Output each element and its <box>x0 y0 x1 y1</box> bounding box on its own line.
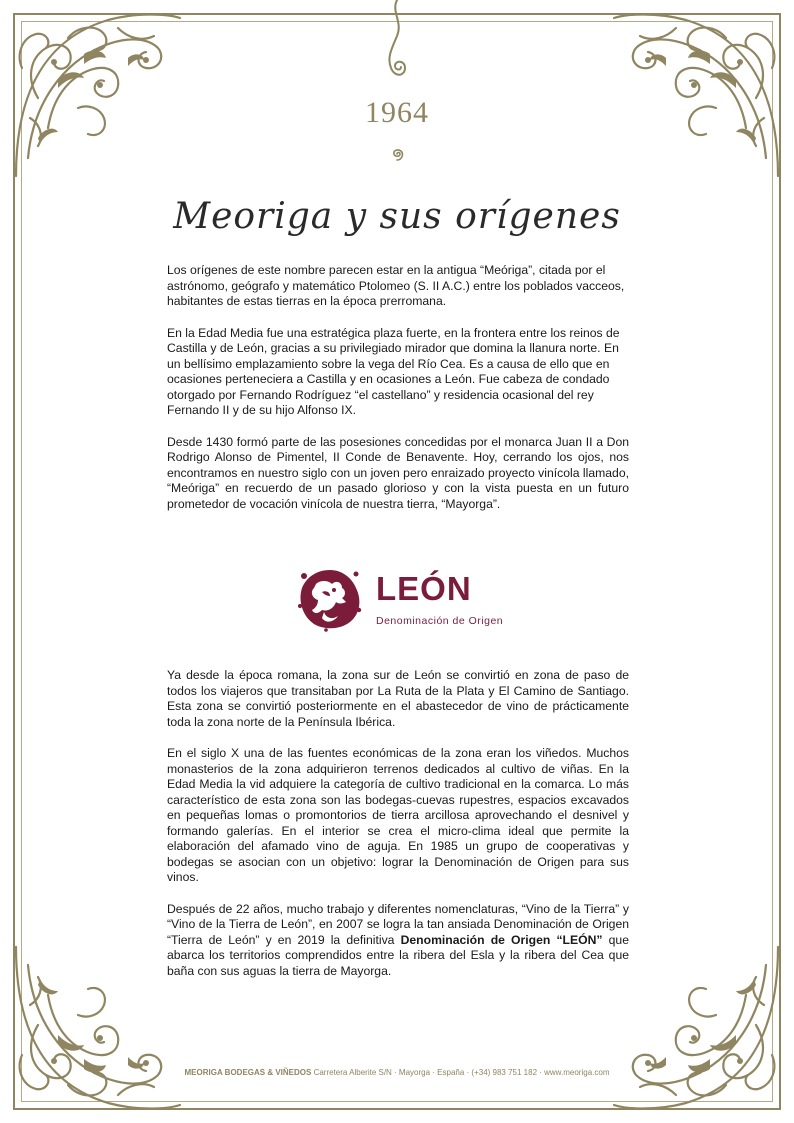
paragraph-origins: Los orígenes de este nombre parecen estar en la antigua “Meóriga”, citada por el astrónomo, geógrafo y matemático Ptolomeo (S. II A.C.) entre los poblados vacceos, habitantes de estas tierras en la época prerromana. <box>167 263 625 308</box>
paragraph-text-after-bold: que abarca los territorios comprendidos entre la ribera del Esla y la ribera del Cea que baña con sus aguas la tierra de Mayorga. <box>167 932 629 978</box>
footer-company-name: MEORIGA BODEGAS & VIÑEDOS <box>184 1068 312 1077</box>
leon-do-logo <box>296 566 506 636</box>
paragraph-after-22-years <box>167 902 629 980</box>
paragraph-roman-era: Ya desde la época romana, la zona sur de León se convirtió en zona de paso de todos los viajeros que transitaban por La Ruta de la Plata y El Camino de Santiago. Esta zona se convirtió posteriormente en el abastecedor de vino de prácticamente toda la zona norte de la Península Ibérica. <box>167 668 629 729</box>
logo-subtitle: Denominación de Origen <box>376 615 504 627</box>
footer-contact-line <box>0 1068 794 1077</box>
denomination-bold-text: Denominación de Origen “LEÓN” <box>400 932 603 947</box>
paragraph-text-before-bold: Después de 22 años, mucho trabajo y diferentes nomenclaturas, “Vino de la Tierra” y “Vino de la Tierra de León”, en 2007 se logra la tan ansiada Denominación de Origen “Tierra de León” y en 2019 la definitiva <box>167 901 629 947</box>
spiral-icon <box>389 146 405 162</box>
footer-address: Carretera Alberite S/N · Mayorga · España · (+34) 983 751 182 · www.meoriga.com <box>311 1068 610 1077</box>
top-swirl-ornament <box>381 0 413 92</box>
corner-ornament-bottom-left <box>8 939 184 1115</box>
paragraph-tenth-century: En el siglo X una de las fuentes económicas de la zona eran los viñedos. Muchos monasterios de la zona adquirieron terrenos dedicados al cultivo de viñas. En la Edad Media la vid adquiere la categoría de cultivo tradicional en la comarca. Lo más característico de esta zona son las bodegas-cuevas rupestres, espacios excavados en pequeñas lomas o promontorios de tierra arcillosa aprovechando el desnivel y formando galerías. En el interior se crea el micro-clima ideal que permite la elaboración del afamado vino de aguja. En 1985 un grupo de cooperativas y bodegas se asocian con un objetivo: lograr la Denominación de Origen para sus vinos. <box>167 746 629 884</box>
corner-ornament-bottom-right <box>610 939 786 1115</box>
paragraph-since-1430: Desde 1430 formó parte de las posesiones concedidas por el monarca Juan II a Don Rodrigo Alonso de Pimentel, II Conde de Benavente. Hoy, cerrando los ojos, nos encontramos en nuestro siglo con un joven pero enraizado proyecto vinícola llamado, “Meóriga” en recuerdo de un pasado glorioso y con la vista puesta en un futuro prometedor de vocación vinícola de nuestra tierra, “Mayorga”. <box>167 434 629 511</box>
denomination-text-section <box>167 668 629 995</box>
page-title: Meoriga y sus orígenes <box>173 196 621 237</box>
lion-emblem-icon <box>296 566 362 632</box>
paragraph-middle-ages: En la Edad Media fue una estratégica plaza fuerte, en la frontera entre los reinos de Castilla y de León, gracias a su privilegiado mirador que domina la llanura norte. En un bellísimo emplazamiento sobre la vega del Río Cea. Es a causa de ello que en ocasiones perteneciera a Castilla y en ocasiones a León. Fue cabeza de condado otorgado por Fernando Rodríguez “el castellano” y residencia ocasional del rey Fernando II y de su hijo Alfonso IX. <box>167 325 620 417</box>
year-heading: 1964 <box>365 96 429 129</box>
history-text-section <box>167 263 629 528</box>
logo-wordmark: LEÓN <box>376 570 472 607</box>
